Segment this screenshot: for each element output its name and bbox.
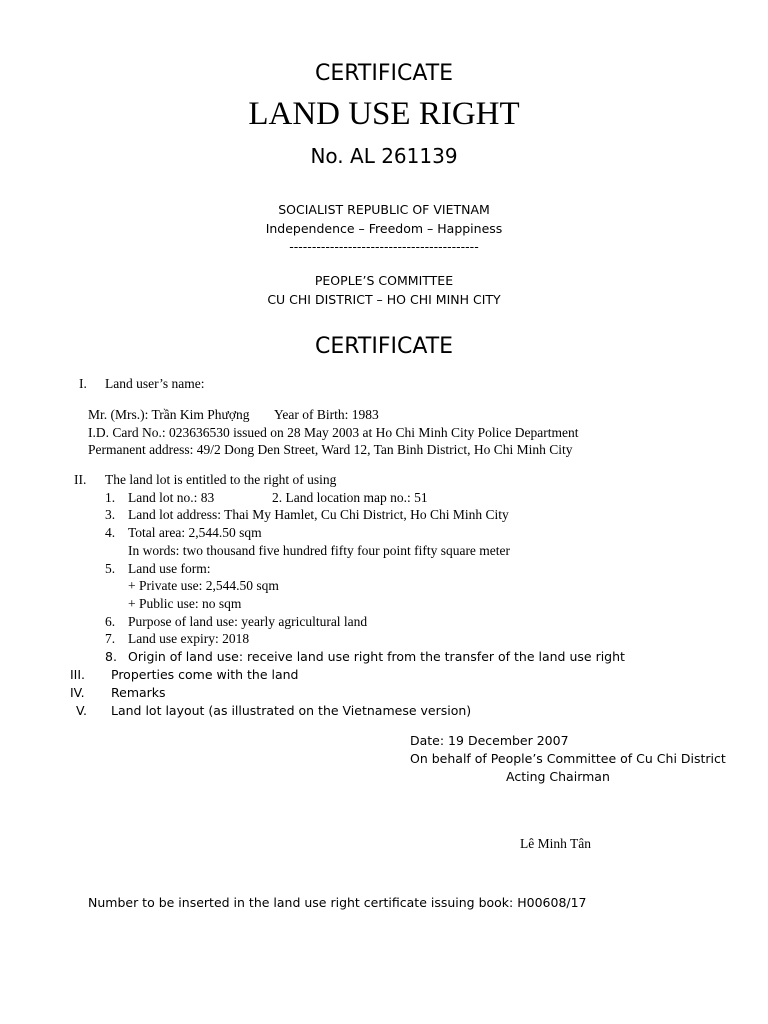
item3-number: 3.	[105, 507, 116, 522]
section3-numeral: III.	[70, 667, 86, 682]
year-of-birth: Year of Birth: 1983	[274, 407, 379, 422]
permanent-address: Permanent address: 49/2 Dong Den Street, Ward 12, Tan Binh District, Ho Chi Minh City	[88, 442, 573, 457]
section2-numeral: II.	[74, 472, 87, 487]
issue-date: Date: 19 December 2007	[410, 733, 569, 748]
item5-number: 5.	[105, 561, 116, 576]
document-title: LAND USE RIGHT	[248, 96, 520, 132]
total-area: Total area: 2,544.50 sqm	[128, 525, 262, 540]
section1-numeral: I.	[79, 376, 87, 391]
section4-numeral: IV.	[70, 685, 85, 700]
country-name: SOCIALIST REPUBLIC OF VIETNAM	[278, 202, 490, 217]
private-use: + Private use: 2,544.50 sqm	[128, 578, 279, 593]
certificate-book-number: Number to be inserted in the land use right certificate issuing book: H00608/17	[88, 895, 587, 910]
certificate-label: CERTIFICATE	[314, 61, 454, 86]
land-use-expiry: Land use expiry: 2018	[128, 631, 250, 646]
item4-number: 4.	[105, 525, 116, 540]
section2-title: The land lot is entitled to the right of using	[105, 472, 337, 487]
section-heading: CERTIFICATE	[314, 334, 454, 359]
issuer-district: CU CHI DISTRICT – HO CHI MINH CITY	[267, 292, 501, 307]
land-lot-number: Land lot no.: 83	[128, 490, 215, 505]
land-user-name: Mr. (Mrs.): Trần Kim Phượng	[88, 407, 250, 422]
certificate-number: No. AL 261139	[310, 144, 458, 168]
location-map-number: 2. Land location map no.: 51	[272, 490, 428, 505]
signer-role: Acting Chairman	[506, 769, 610, 784]
header-divider: ------------------------------------------	[289, 239, 479, 254]
section5-title: Land lot layout (as illustrated on the Vietnamese version)	[111, 703, 472, 718]
id-card-line: I.D. Card No.: 023636530 issued on 28 May 2003 at Ho Chi Minh City Police Department	[88, 425, 579, 440]
on-behalf-line: On behalf of People’s Committee of Cu Chi District	[410, 751, 726, 766]
origin-of-land-use: Origin of land use: receive land use right from the transfer of the land use right	[128, 649, 625, 664]
issuer-committee: PEOPLE’S COMMITTEE	[314, 273, 454, 288]
item1-number: 1.	[105, 490, 116, 505]
land-lot-address: Land lot address: Thai My Hamlet, Cu Chi District, Ho Chi Minh City	[128, 507, 509, 522]
state-motto: Independence – Freedom – Happiness	[265, 221, 503, 236]
total-area-words: In words: two thousand five hundred fifty four point fifty square meter	[128, 543, 511, 558]
item8-number: 8.	[105, 649, 117, 664]
public-use: + Public use: no sqm	[128, 596, 242, 611]
land-use-form: Land use form:	[128, 561, 211, 576]
signer-name: Lê Minh Tân	[520, 836, 591, 851]
purpose-of-land-use: Purpose of land use: yearly agricultural land	[128, 614, 368, 629]
item7-number: 7.	[105, 631, 116, 646]
section1-title: Land user’s name:	[105, 376, 205, 391]
section4-title: Remarks	[111, 685, 166, 700]
section3-title: Properties come with the land	[111, 667, 299, 682]
section5-numeral: V.	[76, 703, 87, 718]
item6-number: 6.	[105, 614, 116, 629]
